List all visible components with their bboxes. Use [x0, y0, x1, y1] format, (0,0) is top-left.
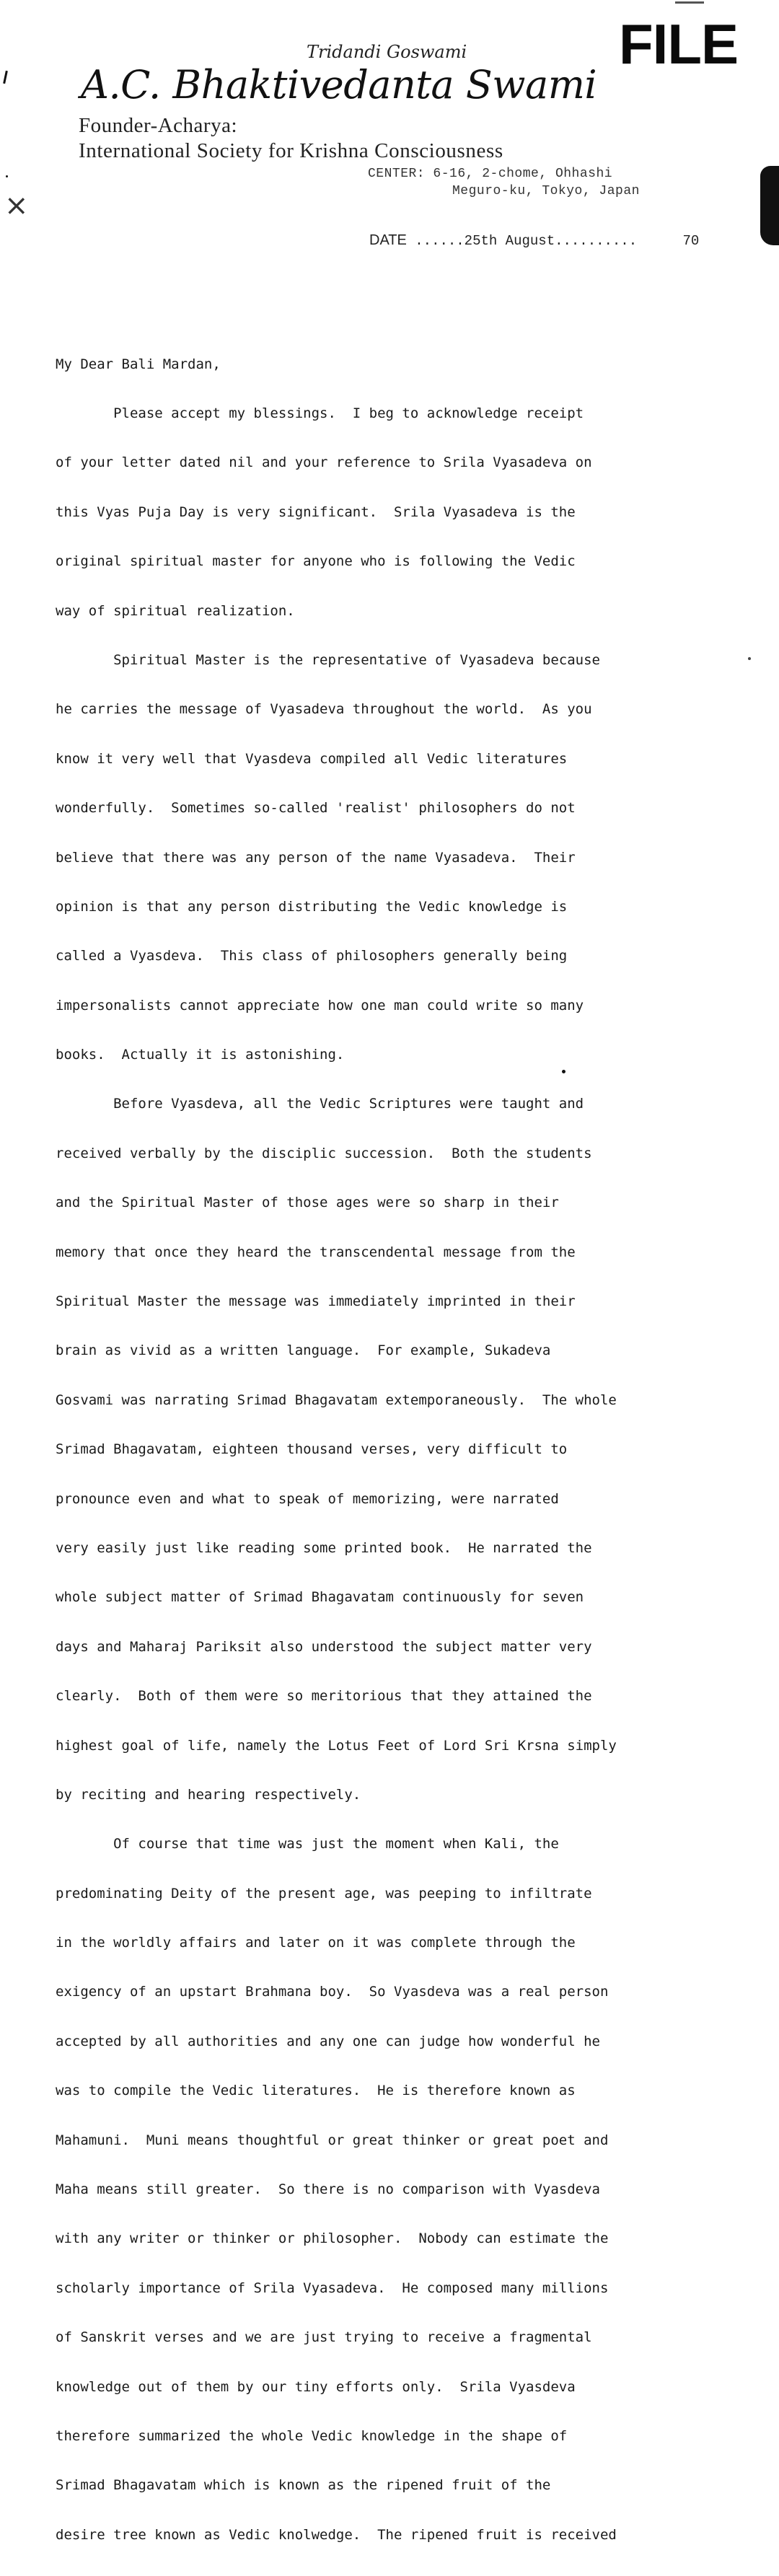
- letter-line: days and Maharaj Pariksit also understood the subject matter very: [56, 1638, 592, 1655]
- file-stamp: FILE: [619, 12, 738, 76]
- letter-line: Gosvami was narrating Srimad Bhagavatam extemporaneously. The whole: [56, 1392, 617, 1408]
- letter-line: predominating Deity of the present age, was peeping to infiltrate: [56, 1885, 592, 1902]
- scan-mark: [675, 1, 704, 4]
- letter-line: scholarly importance of Srila Vyasadeva. He composed many millions: [56, 2280, 609, 2296]
- letter-line: Before Vyasdeva, all the Vedic Scriptures were taught and: [56, 1096, 584, 1112]
- letter-line: very easily just like reading some printed book. He narrated the: [56, 1539, 592, 1556]
- date-year: 70: [682, 233, 700, 249]
- letter-line: exigency of an upstart Brahmana boy. So Vyasdeva was a real person: [56, 1984, 609, 2000]
- letter-line: believe that there was any person of the name Vyasadeva. Their: [56, 849, 576, 866]
- letter-line: Spiritual Master is the representative of Vyasadeva because: [56, 651, 600, 668]
- letterhead-name: A.C. Bhaktivedanta Swami: [81, 62, 597, 107]
- letter-line: books. Actually it is astonishing.: [56, 1047, 345, 1063]
- letter-line: original spiritual master for anyone who is following the Vedic: [56, 553, 576, 570]
- letter-line: opinion is that any person distributing the Vedic knowledge is: [56, 898, 568, 915]
- letter-line: this Vyas Puja Day is very significant. Srila Vyasadeva is the: [56, 504, 576, 520]
- letter-line: Please accept my blessings. I beg to acknowledge receipt: [56, 405, 584, 421]
- center-address-line-1: CENTER: 6-16, 2-chome, Ohhashi: [368, 167, 613, 181]
- center-address-line-2: Meguro-ku, Tokyo, Japan: [452, 184, 640, 198]
- letter-line: Spiritual Master the message was immediately imprinted in their: [56, 1293, 576, 1310]
- scan-mark: [562, 1070, 565, 1073]
- scan-mark: [6, 175, 8, 177]
- letter-line: knowledge out of them by our tiny efforts only. Srila Vyasdeva: [56, 2378, 576, 2395]
- letter-body: [56, 323, 748, 2576]
- letter-line: Srimad Bhagavatam, eighteen thousand verses, very difficult to: [56, 1441, 568, 1458]
- letter-line: Maha means still greater. So there is no comparison with Vyasdeva: [56, 2181, 600, 2198]
- letter-line: with any writer or thinker or philosopher. Nobody can estimate the: [56, 2230, 609, 2247]
- letter-line: by reciting and hearing respectively.: [56, 1786, 361, 1803]
- letter-line: way of spiritual realization.: [56, 602, 295, 619]
- letter-line: clearly. Both of them were so meritorious that they attained the: [56, 1688, 592, 1705]
- letterhead-organization: International Society for Krishna Consciousness: [79, 139, 503, 162]
- letter-line: in the worldly affairs and later on it was complete through the: [56, 1935, 576, 1951]
- scan-mark: [3, 71, 8, 84]
- letter-line: Of course that time was just the moment when Kali, the: [56, 1836, 559, 1852]
- letter-line: of Sanskrit verses and we are just trying to receive a fragmental: [56, 2329, 592, 2346]
- letter-line: desire tree known as Vedic knolwedge. The ripened fruit is received: [56, 2526, 617, 2543]
- letter-line: whole subject matter of Srimad Bhagavatam continuously for seven: [56, 1589, 584, 1606]
- center-address: [368, 165, 640, 200]
- letter-line: Srimad Bhagavatam which is known as the ripened fruit of the: [56, 2477, 551, 2494]
- letter-line: called a Vyasdeva. This class of philosophers generally being: [56, 948, 568, 964]
- letter-line: highest goal of life, namely the Lotus Feet of Lord Sri Krsna simply: [56, 1737, 617, 1754]
- letter-line: of your letter dated nil and your reference to Srila Vyasadeva on: [56, 454, 592, 471]
- scan-smudge: [760, 166, 779, 245]
- scan-mark: [748, 657, 751, 660]
- letter-line: know it very well that Vyasdeva compiled all Vedic literatures: [56, 750, 568, 767]
- letter-line: My Dear Bali Mardan,: [56, 356, 221, 372]
- letterhead-role: Founder-Acharya:: [79, 114, 238, 137]
- date-value: ......25th August..........: [415, 233, 638, 249]
- letter-line: received verbally by the disciplic succession. Both the students: [56, 1145, 592, 1161]
- letter-line: brain as vivid as a written language. For example, Sukadeva: [56, 1342, 551, 1359]
- letterhead-subtitle: Tridandi Goswami: [307, 42, 467, 62]
- letter-line: Mahamuni. Muni means thoughtful or great thinker or great poet and: [56, 2132, 609, 2148]
- letter-line: was to compile the Vedic literatures. He is therefore known as: [56, 2083, 576, 2099]
- letter-line: pronounce even and what to speak of memorizing, were narrated: [56, 1490, 559, 1507]
- letter-line: and the Spiritual Master of those ages were so sharp in their: [56, 1195, 559, 1211]
- date-label: DATE: [369, 232, 407, 248]
- letter-line: accepted by all authorities and any one can judge how wonderful he: [56, 2033, 600, 2049]
- letter-line: he carries the message of Vyasadeva throughout the world. As you: [56, 701, 592, 718]
- date-row: [369, 232, 699, 249]
- letter-line: wonderfully. Sometimes so-called 'realist' philosophers do not: [56, 800, 576, 817]
- letter-line: impersonalists cannot appreciate how one man could write so many: [56, 997, 584, 1014]
- letter-line: memory that once they heard the transcendental message from the: [56, 1244, 576, 1260]
- margin-mark-icon: ⨯: [4, 189, 29, 222]
- letter-line: therefore summarized the whole Vedic knowledge in the shape of: [56, 2428, 568, 2444]
